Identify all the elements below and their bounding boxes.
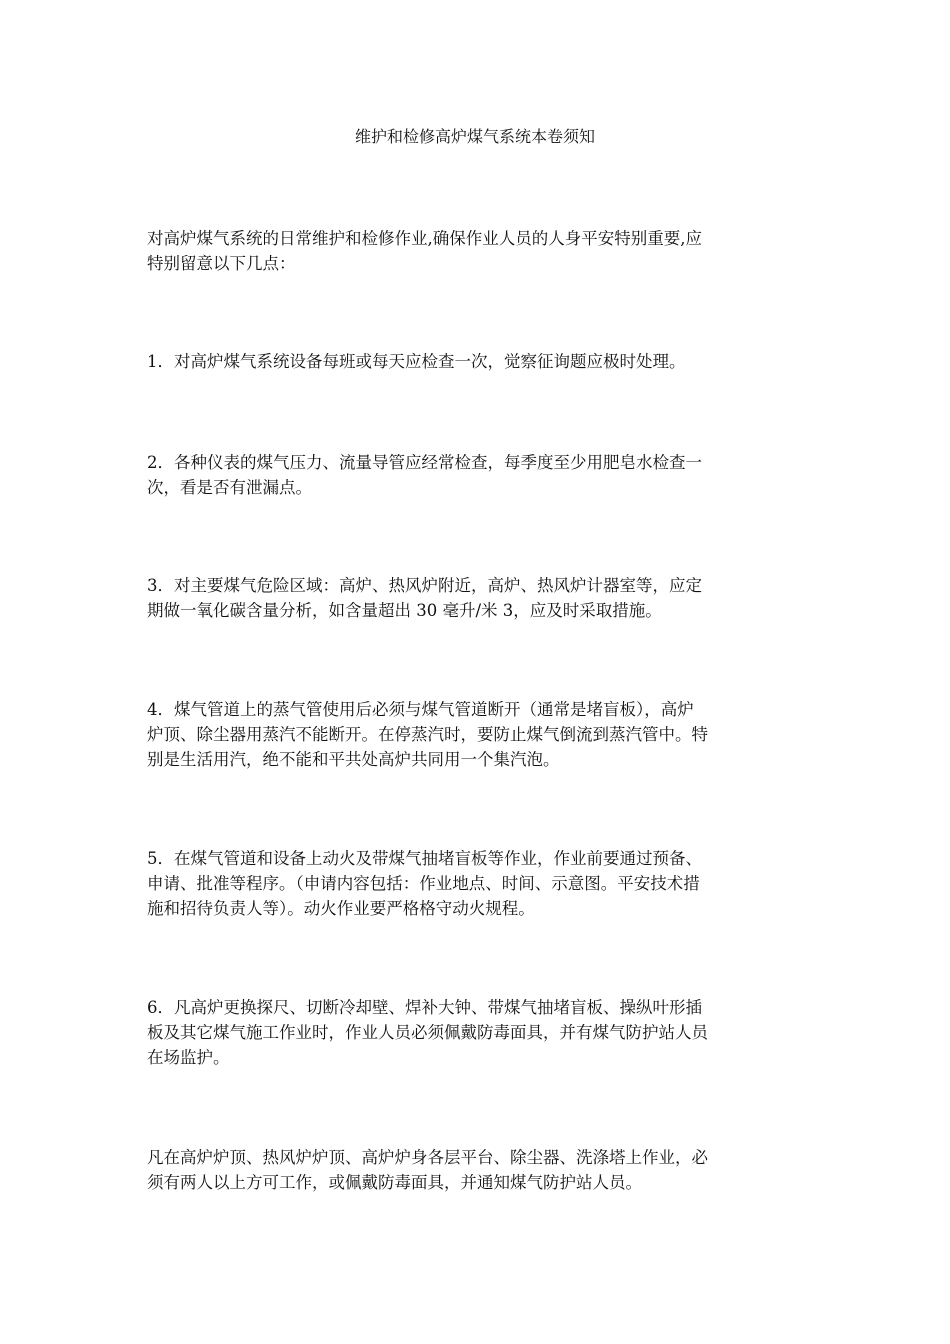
rule-line: 申请、批准等程序。（申请内容包括：作业地点、时间、示意图。平安技术措	[147, 874, 700, 893]
rule-item-6	[147, 995, 803, 1070]
intro-line: 特别留意以下几点：	[147, 254, 296, 273]
rule-line: 别是生活用汽，绝不能和平共处高炉共同用一个集汽泡。	[147, 750, 560, 769]
rule-item-3	[147, 573, 803, 623]
rule-line: 炉顶、除尘器用蒸汽不能断开。在停蒸汽时，要防止煤气倒流到蒸汽管中。特	[147, 725, 708, 744]
rule-line: 1．对高炉煤气系统设备每班或每天应检查一次，觉察征询题应极时处理。	[147, 352, 686, 371]
rule-line: 3．对主要煤气危险区域：高炉、热风炉附近，高炉、热风炉计器室等，应定	[147, 576, 702, 595]
rule-item-5	[147, 846, 803, 921]
rule-line: 凡在高炉炉顶、热风炉炉顶、高炉炉身各层平台、除尘器、洗涤塔上作业，必	[147, 1148, 708, 1167]
intro-line: 对高炉煤气系统的日常维护和检修作业,确保作业人员的人身平安特别重要,应	[147, 229, 702, 248]
rule-line: 在场监护。	[147, 1048, 230, 1067]
rule-item-2	[147, 450, 803, 500]
rule-line: 5．在煤气管道和设备上动火及带煤气抽堵盲板等作业，作业前要通过预备、	[147, 849, 702, 868]
document-title: 维护和检修高炉煤气系统本卷须知	[354, 127, 595, 146]
rule-line: 6．凡高炉更换探尺、切断冷却壁、焊补大钟、带煤气抽堵盲板、操纵叶形插	[147, 998, 702, 1017]
rule-item-4	[147, 697, 803, 772]
rule-line: 板及其它煤气施工作业时，作业人员必须佩戴防毒面具，并有煤气防护站人员	[147, 1023, 708, 1042]
intro-paragraph	[147, 226, 803, 276]
rule-line: 期做一氧化碳含量分析，如含量超出 30 毫升/米 3，应及时采取措施。	[147, 601, 662, 620]
rule-line: 次，看是否有泄漏点。	[147, 478, 312, 497]
rule-line: 须有两人以上方可工作，或佩戴防毒面具，并通知煤气防护站人员。	[147, 1173, 642, 1192]
rule-line: 2．各种仪表的煤气压力、流量导管应经常检查，每季度至少用肥皂水检查一	[147, 453, 702, 472]
rule-line: 4．煤气管道上的蒸气管使用后必须与煤气管道断开（通常是堵盲板），高炉	[147, 700, 694, 719]
rule-item-7	[147, 1145, 803, 1195]
rule-item-1	[147, 349, 803, 374]
rule-line: 施和招待负责人等）。动火作业要严格格守动火规程。	[147, 899, 535, 918]
